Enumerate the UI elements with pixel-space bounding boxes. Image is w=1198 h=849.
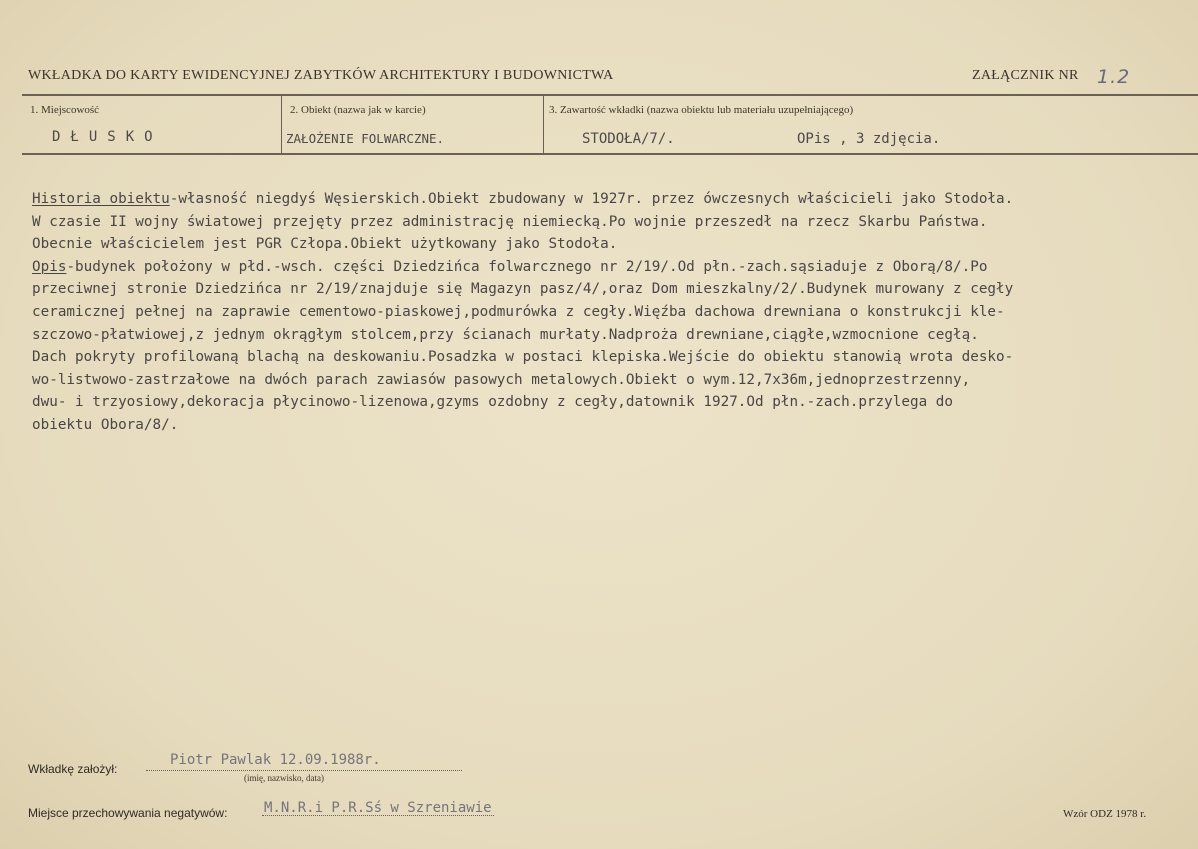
content-value-description: OPis , 3 zdjęcia. <box>797 131 941 147</box>
header-rule-bottom <box>22 153 1198 155</box>
typed-description <box>32 188 1198 437</box>
author-line <box>146 770 462 771</box>
header-rule-top <box>22 94 1198 96</box>
appendix-number: 1.2 <box>1097 66 1131 88</box>
card-title: WKŁADKA DO KARTY EWIDENCYJNEJ ZABYTKÓW ARCHITEKTURY I BUDOWNICTWA <box>28 68 614 83</box>
body-line: Opis-budynek położony w płd.-wsch. części Dziedzińca folwarcznego nr 2/19/.Od płn.-zach.sąsiaduje z Oborą/8/.Po <box>32 258 988 275</box>
body-line: wo-listwowo-zastrzałowe na dwóch parach zawiasów pasowych metalowych.Obiekt o wym.12,7x36m,jednoprzestrzenny, <box>32 371 971 388</box>
author-value: Piotr Pawlak 12.09.1988r. <box>170 752 381 768</box>
opis-label: Opis <box>32 258 67 275</box>
body-line: przeciwnej stronie Dziedzińca nr 2/19/znajduje się Magazyn pasz/4/,oraz Dom mieszkalny/2/.Budynek murowany z cegły <box>32 281 1014 298</box>
body-line: Obecnie właścicielem jest PGR Człopa.Obiekt użytkowany jako Stodoła. <box>32 236 618 253</box>
locality-label: 1. Miejscowość <box>30 104 100 116</box>
body-line: ceramicznej pełnej na zaprawie cementowo-piaskowej,podmurówka z cegły.Więźba dachowa drewniana o konstrukcji kle- <box>32 303 1005 320</box>
content-value-building: STODOŁA/7/. <box>582 131 675 147</box>
historia-label: Historia obiektu <box>32 191 170 207</box>
body-line: Historia obiektu-własność niegdyś Węsierskich.Obiekt zbudowany w 1927r. przez ówczesnych właścicieli jako Stodoła. <box>32 191 1014 207</box>
content-label: 3. Zawartość wkładki (nazwa obiektu lub materiału uzupełniającego) <box>549 104 854 116</box>
negatives-value: M.N.R.i P.R.Sś w Szreniawie <box>264 800 492 816</box>
body-line: obiektu Obora/8/. <box>32 416 179 433</box>
template-label: Wzór ODZ 1978 r. <box>1063 808 1147 820</box>
author-sublabel: (imię, nazwisko, data) <box>244 773 324 783</box>
body-line: dwu- i trzyosiowy,dekoracja płycinowo-lizenowa,gzyms ozdobny z cegły,datownik 1927.Od płn.-zach.przylega do <box>32 394 953 411</box>
body-line: szczowo-płatwiowej,z jednym okrągłym stolcem,przy ścianach murłaty.Nadproża drewniane,ciągłe,wzmocnione cegłą. <box>32 326 979 343</box>
negatives-label: Miejsce przechowywania negatywów: <box>28 806 228 820</box>
locality-value: DŁUSKO <box>52 129 163 145</box>
body-line: Dach pokryty profilowaną blachą na deskowaniu.Posadzka w postaci klepiska.Wejście do obiektu stanowią wrota desko- <box>32 349 1014 366</box>
object-label: 2. Obiekt (nazwa jak w karcie) <box>290 104 426 116</box>
appendix-label: ZAŁĄCZNIK NR <box>972 68 1079 83</box>
body-line: W czasie II wojny światowej przejęty przez administrację niemiecką.Po wojnie przeszedł na rzecz Skarbu Państwa. <box>32 213 988 230</box>
author-label: Wkładkę założył: <box>28 762 118 776</box>
column-divider-1 <box>281 96 282 153</box>
column-divider-2 <box>543 96 544 153</box>
object-value: ZAŁOŻENIE FOLWARCZNE. <box>286 131 445 146</box>
